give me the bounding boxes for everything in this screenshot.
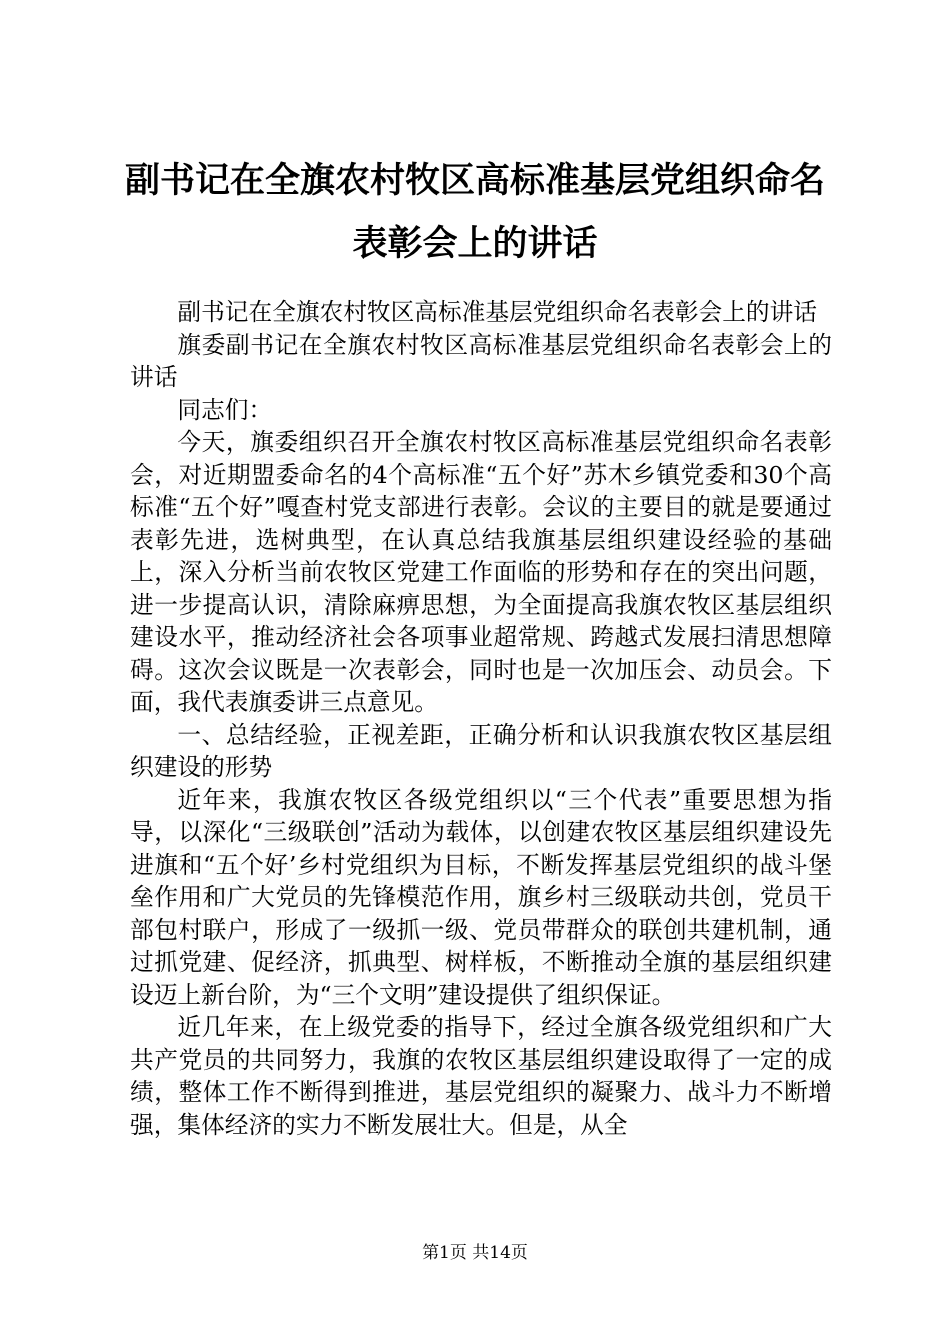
body-paragraph: 今天，旗委组织召开全旗农村牧区高标准基层党组织命名表彰会，对近期盟委命名的4个高标准“五个好”苏木乡镇党委和30个高标准“五个好”嘎查村党支部进行表彰。会议的主要目的就是要通过表彰先进，选树典型，在认真总结我旗基层组织建设经验的基础上，深入分析当前农牧区党建工作面临的形势和存在的突出问题，进一步提高认识，清除麻痹思想，为全面提高我旗农牧区基层组织建设水平，推动经济社会各项事业超常规、跨越式发展扫清思想障碍。这次会议既是一次表彰会，同时也是一次加压会、动员会。下面，我代表旗委讲三点意见。	[130, 428, 832, 716]
document-title-line-1: 副书记在全旗农村牧区高标准基层党组织命名	[124, 161, 825, 201]
document-title-line-2: 表彰会上的讲话	[352, 224, 598, 264]
body-paragraph: 旗委副书记在全旗农村牧区高标准基层党组织命名表彰会上的讲话	[130, 330, 832, 391]
section-heading: 一、总结经验，正视差距，正确分析和认识我旗农牧区基层组织建设的形势	[130, 720, 832, 781]
document-body	[130, 296, 832, 1141]
body-paragraph: 近年来，我旗农牧区各级党组织以“三个代表”重要思想为指导，以深化“三级联创”活动为载体，以创建农牧区基层组织建设先进旗和“五个好’乡村党组织为目标，不断发挥基层党组织的战斗堡垒作用和广大党员的先锋模范作用，旗乡村三级联动共创，党员干部包村联户，形成了一级抓一级、党员带群众的联创共建机制，通过抓党建、促经济，抓典型、树样板，不断推动全旗的基层组织建设迈上新台阶，为“三个文明”建设提供了组织保证。	[130, 785, 832, 1009]
body-paragraph: 副书记在全旗农村牧区高标准基层党组织命名表彰会上的讲话	[177, 298, 817, 326]
page-number-footer: 第1页 共14页	[422, 1243, 528, 1263]
body-paragraph: 近几年来，在上级党委的指导下，经过全旗各级党组织和广大共产党员的共同努力，我旗的农牧区基层组织建设取得了一定的成绩，整体工作不断得到推进，基层党组织的凝聚力、战斗力不断增强，集体经济的实力不断发展壮大。但是，从全	[130, 1013, 832, 1139]
body-paragraph: 同志们：	[177, 395, 273, 424]
